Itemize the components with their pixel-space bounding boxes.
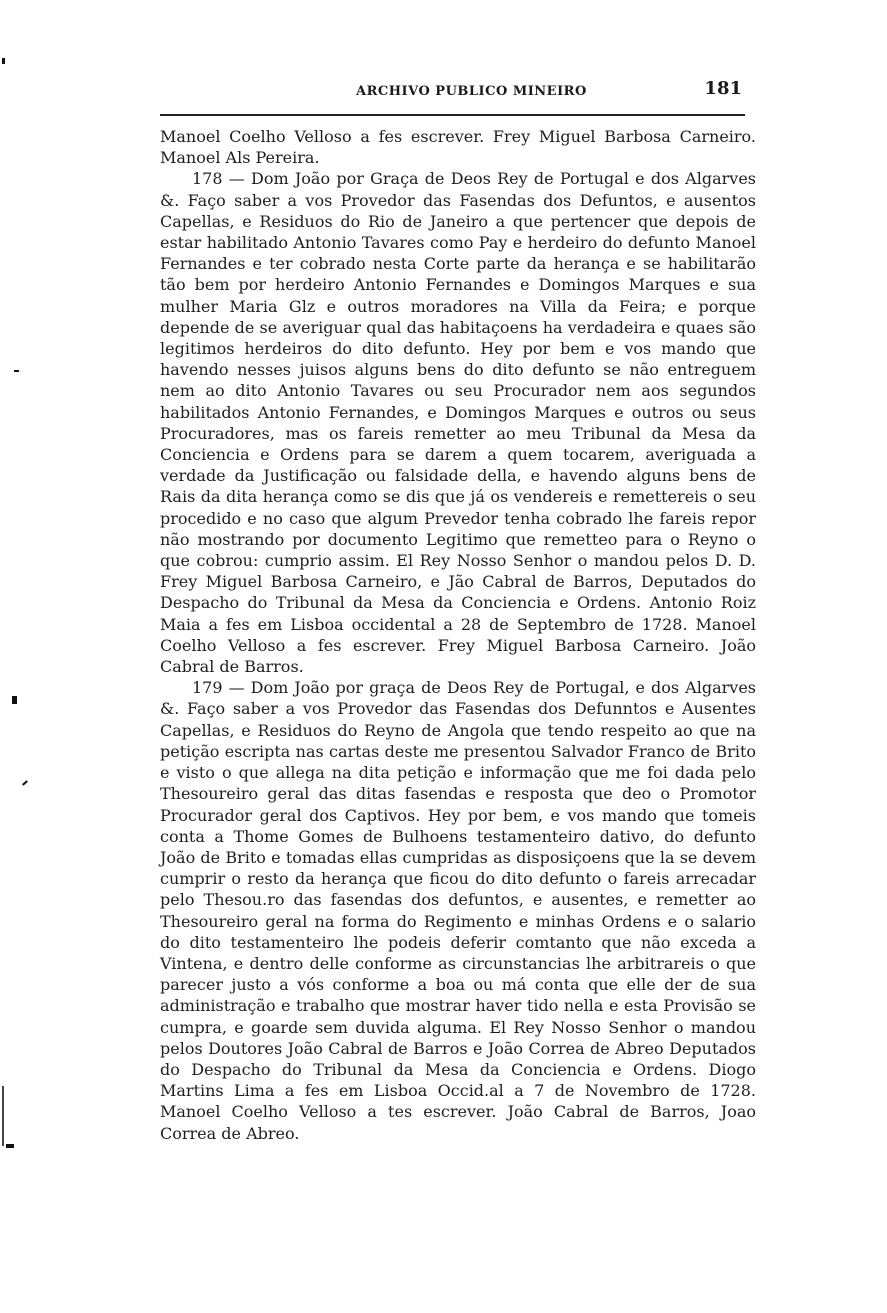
page-number: 181 xyxy=(704,78,742,99)
paragraph-closing-signatures: Manoel Coelho Velloso a fes escrever. Frey Miguel Barbosa Carneiro. Manoel Als Pereira. xyxy=(160,127,756,168)
scan-mark xyxy=(22,780,28,785)
scan-mark xyxy=(2,58,5,64)
scan-mark xyxy=(14,370,19,372)
scan-mark xyxy=(12,696,17,704)
running-header xyxy=(160,78,742,108)
header-title: ARCHIVO PUBLICO MINEIRO xyxy=(356,84,587,99)
scan-mark xyxy=(6,1144,14,1148)
paragraph-179: 179 — Dom João por graça de Deos Rey de Portugal, e dos Algarves &. Faço saber a vos Provedor das Fasendas dos Defunntos e Ausentes Capellas, e Residuos do Reyno de Angola que tendo respeito ao que na petição escripta nas cartas deste me presentou Salvador Franco de Brito e visto o que allega na dita petição e informação que me foi dada pelo Thesoureiro geral das ditas fasendas e resposta que deo o Promotor Procurador geral dos Captivos. Hey por bem, e vos mando que tomeis conta a Thome Gomes de Bulhoens testamenteiro dativo, do defunto João de Brito e tomadas ellas cumpridas as disposiçoens que la se devem cumprir o resto da herança que ficou do dito defunto o fareis arrecadar pelo Thesou.ro das fasendas dos defuntos, e ausentes, e remetter ao Thesoureiro geral na forma do Regimento e minhas Ordens e o salario do dito testamenteiro lhe podeis deferir comtanto que não exceda a Vintena, e dentro delle conforme as circunstancias lhe arbitrareis o que parecer justo a vós conforme a boa ou má conta que elle der de sua administração e trabalho que mostrar haver tido nella e esta Provisão se cumpra, e goarde sem duvida alguma. El Rey Nosso Senhor o mandou pelos Doutores João Cabral de Barros e João Correa de Abreo Deputados do Despacho do Tribunal da Mesa da Conciencia e Ordens. Diogo Martins Lima a fes em Lisboa Occid.al a 7 de Novembro de 1728. Manoel Coelho Velloso a tes escrever. João Cabral de Barros, Joao Correa de Abreo. xyxy=(160,678,756,1143)
paragraph-178: 178 — Dom João por Graça de Deos Rey de Portugal e dos Algarves &. Faço saber a vos Provedor das Fasendas dos Defuntos, e ausentos Capellas, e Residuos do Rio de Janeiro a que pertencer que depois de estar habilitado Antonio Tavares como Pay e herdeiro do defunto Manoel Fernandes e ter cobrado nesta Corte parte da herança e se habilitarão tão bem por herdeiro Antonio Fernandes e Domingos Marques e sua mulher Maria Glz e outros moradores na Villa da Feira; e porque depende de se averiguar qual das habitaçoens ha verdadeira e quaes são legitimos herdeiros do dito defunto. Hey por bem e vos mando que havendo nesses juisos alguns bens do dito defunto se não entreguem nem ao dito Antonio Tavares ou seu Procurador nem aos segundos habilitados Antonio Fernandes, e Domingos Marques e outros ou seus Procuradores, mas os fareis remetter ao meu Tribunal da Mesa da Conciencia e Ordens para se darem a quem tocarem, averiguada a verdade da Justificação ou falsidade della, e havendo alguns bens de Rais da dita herança como se dis que já os vendereis e remettereis o seu procedido e no caso que algum Prevedor tenha cobrado lhe fareis repor não mostrando por documento Legitimo que remetteo para o Reyno o que cobrou: cumprio assim. El Rey Nosso Senhor o mandou pelos D. D. Frey Miguel Barbosa Carneiro, e Jão Cabral de Barros, Deputados do Despacho do Tribunal da Mesa da Conciencia e Ordens. Antonio Roiz Maia a fes em Lisboa occidental a 28 de Septembro de 1728. Manoel Coelho Velloso a fes escrever. Frey Miguel Barbosa Carneiro. João Cabral de Barros. xyxy=(160,169,756,677)
scan-mark xyxy=(2,1086,4,1146)
header-rule xyxy=(160,114,745,116)
document-body xyxy=(160,126,756,1144)
